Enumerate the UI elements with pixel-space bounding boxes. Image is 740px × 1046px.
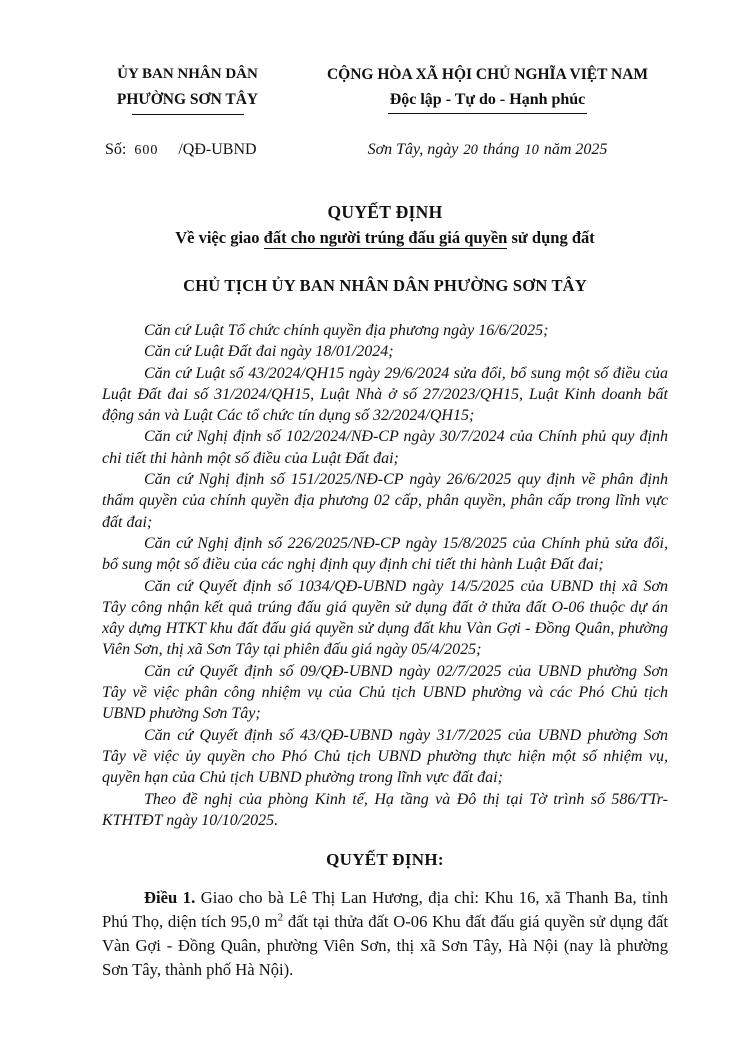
document-type-heading: QUYẾT ĐỊNH — [327, 202, 443, 222]
date-month: 10 — [524, 142, 539, 158]
document-header — [60, 62, 700, 115]
issuing-org-parent-name: ỦY BAN NHÂN DÂN — [117, 66, 258, 82]
document-number-label: Số: — [105, 141, 127, 158]
place-date-prefix: Sơn Tây, ngày — [367, 141, 459, 158]
preamble-paragraph-5: Căn cứ Nghị định số 151/2025/NĐ-CP ngày 26/6/2025 quy định về phân định thẩm quyền của chính quyền địa phương 02 cấp, phân quyền, phân cấp trong lĩnh vực đất đai; — [102, 471, 668, 531]
preamble-paragraph-6: Căn cứ Nghị định số 226/2025/NĐ-CP ngày 15/8/2025 của Chính phủ sửa đổi, bổ sung một số điều của các nghị định quy định chi tiết thi hành Luật Đất đai; — [102, 534, 668, 574]
preamble-paragraph-10: Theo đề nghị của phòng Kinh tế, Hạ tầng và Đô thị tại Tờ trình số 586/TTr-KTHTĐT ngày 10/10/2025. — [102, 790, 668, 829]
article-1-label: Điều 1. — [144, 888, 196, 908]
preamble-paragraph-9: Căn cứ Quyết định số 43/QĐ-UBND ngày 31/7/2025 của UBND phường Sơn Tây về việc ủy quyền cho Phó Chủ tịch UBND phường thực hiện một số nhiệm vụ, quyền hạn của Chủ tịch UBND phường trong lĩnh vực đất đai; — [102, 726, 668, 787]
preamble-paragraph-1: Căn cứ Luật Tổ chức chính quyền địa phương ngày 16/6/2025; — [144, 322, 549, 339]
reference-row — [60, 141, 700, 159]
preamble-paragraph-4: Căn cứ Nghị định số 102/2024/NĐ-CP ngày 30/7/2024 của Chính phủ quy định chi tiết thi hành một số điều của Luật Đất đai; — [102, 428, 668, 467]
issuing-org-underline — [132, 114, 244, 115]
preamble-paragraph-8: Căn cứ Quyết định số 09/QĐ-UBND ngày 02/7/2025 của UBND phường Sơn Tây về việc phân công nhiệm vụ của Chủ tịch UBND phường và các Phó Chủ tịch UBND phường Sơn Tây; — [102, 662, 668, 723]
date-month-label: tháng — [482, 141, 520, 158]
document-number-line — [60, 141, 315, 159]
document-subject — [102, 225, 668, 251]
operative-heading: QUYẾT ĐỊNH: — [326, 850, 444, 870]
place-date-line — [315, 141, 660, 159]
national-motto: Độc lập - Tự do - Hạnh phúc — [388, 87, 588, 114]
date-day: 20 — [463, 142, 478, 158]
document-content — [102, 199, 668, 982]
national-name: CỘNG HÒA XÃ HỘI CHỦ NGHĨA VIỆT NAM — [326, 66, 649, 83]
preamble-section — [102, 320, 668, 831]
subject-suffix: sử dụng đất — [507, 228, 595, 247]
date-year-label: năm 2025 — [543, 141, 608, 158]
subject-prefix: Về việc giao — [175, 228, 264, 247]
article-1-text-a: Giao cho bà Lê Thị Lan Hương, địa chỉ: Khu 16, xã Thanh Ba, tỉnh Phú Thọ, diện tích 95,0 m — [102, 888, 669, 932]
title-block — [102, 199, 668, 251]
article-1 — [102, 886, 668, 982]
issuing-org-name: PHƯỜNG SƠN TÂY — [116, 91, 259, 108]
subject-underlined-part: đất cho người trúng đấu giá quyền — [263, 228, 508, 247]
preamble-paragraph-7: Căn cứ Quyết định số 1034/QĐ-UBND ngày 14/5/2025 của UBND thị xã Sơn Tây công nhận kết quả trúng đấu giá quyền sử dụng đất ở thửa đất O-06 thuộc dự án xây dựng HTKT khu đất đấu giá quyền sử dụng đất khu Vàn Gợi - Đồng Quân, phường Viên Sơn, thị xã Sơn Tây tại phiên đấu giá ngày 05/4/2025; — [102, 577, 668, 659]
square-meter-superscript: 2 — [277, 911, 284, 924]
article-1-text-b: đất tại thửa đất O-06 Khu đất đấu giá quyền sử dụng đất Vàn Gợi - Đồng Quân, phường Viên Sơn, thị xã Sơn Tây, Hà Nội (nay là phường Sơn Tây, thành phố Hà Nội). — [102, 912, 668, 980]
national-header-block — [315, 62, 660, 115]
issuing-org-block — [60, 62, 315, 115]
document-number-value: 600 — [134, 143, 159, 158]
deciding-authority-heading: CHỦ TỊCH ỦY BAN NHÂN DÂN PHƯỜNG SƠN TÂY — [183, 276, 587, 295]
preamble-paragraph-2: Căn cứ Luật Đất đai ngày 18/01/2024; — [144, 343, 394, 361]
preamble-paragraph-3: Căn cứ Luật số 43/2024/QH15 ngày 29/6/2024 sửa đổi, bổ sung một số điều của Luật Đất đai số 31/2024/QH15, Luật Nhà ở số 27/2023/QH15, Luật Kinh doanh bất động sản và Luật Các tổ chức tín dụng số 32/2024/QH15; — [102, 364, 668, 425]
document-number-symbol: /QĐ-UBND — [178, 141, 257, 158]
